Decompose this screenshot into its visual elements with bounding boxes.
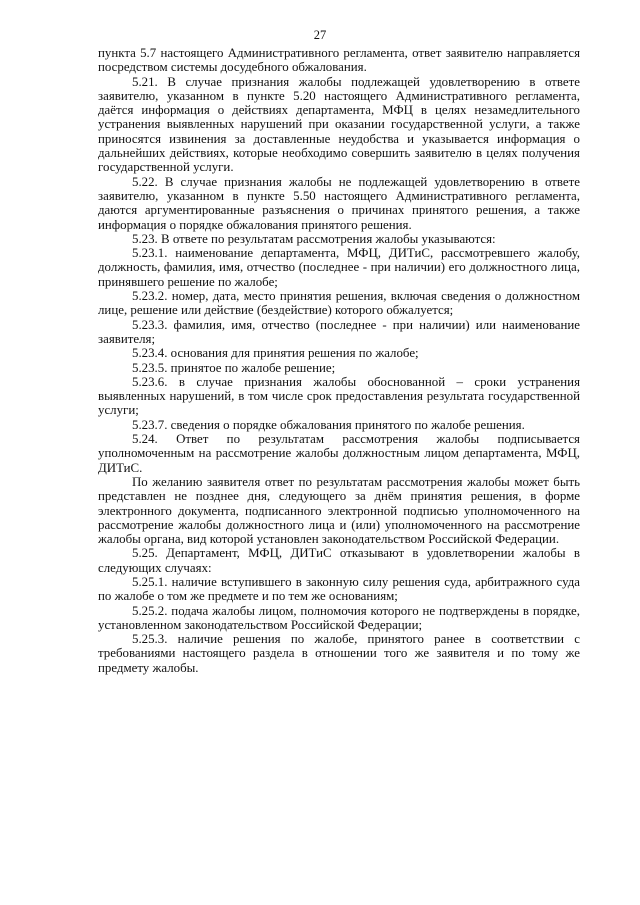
paragraph-5-21: 5.21. В случае признания жалобы подлежащей удовлетворению в ответе заявителю, указанном в пункте 5.20 настоящего Административного регламента, даётся информация о действиях департамента, МФЦ в целях незамедлительного устранения выявленных нарушений при оказании государственной услуги, а также приносятся извинения за доставленные неудобства и указывается информация о дальнейших действиях, которые необходимо совершить заявителю в целях получения государственной услуги. xyxy=(98,74,580,175)
paragraph-5-25-2: 5.25.2. подача жалобы лицом, полномочия которого не подтверждены в порядке, установленном законодательством Российской Федерации; xyxy=(98,603,580,632)
paragraph-5-23-7: 5.23.7. сведения о порядке обжалования принятого по жалобе решения. xyxy=(132,417,525,432)
paragraph-electronic-response: По желанию заявителя ответ по результатам рассмотрения жалобы может быть представлен не позднее дня, следующего за днём принятия решения, в форме электронного документа, подписанного электронной подписью уполномоченного на рассмотрение жалобы должностного лица и (или) уполномоченного на рассмотрение жалобы органа, вид которой установлен законодательством Российской Федерации. xyxy=(98,474,580,547)
paragraph-5-23-6: 5.23.6. в случае признания жалобы обоснованной – сроки устранения выявленных нарушений, в том числе срок предоставления результата государственной услуги; xyxy=(98,374,580,418)
paragraph-5-22: 5.22. В случае признания жалобы не подлежащей удовлетворению в ответе заявителю, указанном в пункте 5.50 настоящего Административного регламента, даются аргументированные разъяснения о причинах принятого решения, а также информация о порядке обжалования принятого решения. xyxy=(98,174,580,232)
paragraph-5-23-4: 5.23.4. основания для принятия решения по жалобе; xyxy=(132,346,419,361)
document-body xyxy=(98,46,580,675)
paragraph-5-25: 5.25. Департамент, МФЦ, ДИТиС отказывают в удовлетворении жалобы в следующих случаях: xyxy=(98,546,580,575)
paragraph-5-23-3: 5.23.3. фамилия, имя, отчество (последнее - при наличии) или наименование заявителя; xyxy=(98,317,580,346)
paragraph-5-23: 5.23. В ответе по результатам рассмотрения жалобы указываются: xyxy=(132,231,496,246)
paragraph-5-23-5: 5.23.5. принятое по жалобе решение; xyxy=(132,360,336,375)
paragraph-5-23-1: 5.23.1. наименование департамента, МФЦ, ДИТиС, рассмотревшего жалобу, должность, фамилия, имя, отчество (последнее - при наличии) его должностного лица, принявшего решение по жалобе; xyxy=(98,246,580,289)
paragraph-5-25-3: 5.25.3. наличие решения по жалобе, принятого ранее в соответствии с требованиями настоящего раздела в отношении того же заявителя и по тому же предмету жалобы. xyxy=(98,632,580,675)
page-number: 27 xyxy=(313,28,327,42)
paragraph-continuation: пункта 5.7 настоящего Административного регламента, ответ заявителю направляется посредством системы досудебного обжалования. xyxy=(98,46,580,75)
paragraph-5-25-1: 5.25.1. наличие вступившего в законную силу решения суда, арбитражного суда по жалобе о том же предмете и по тем же основаниям; xyxy=(98,574,580,604)
paragraph-5-24: 5.24. Ответ по результатам рассмотрения жалобы подписывается уполномоченным на рассмотрение жалобы должностным лицом департамента, МФЦ, ДИТиС. xyxy=(98,432,580,475)
paragraph-5-23-2: 5.23.2. номер, дата, место принятия решения, включая сведения о должностном лице, решение или действие (бездействие) которого обжалуется; xyxy=(98,289,580,318)
